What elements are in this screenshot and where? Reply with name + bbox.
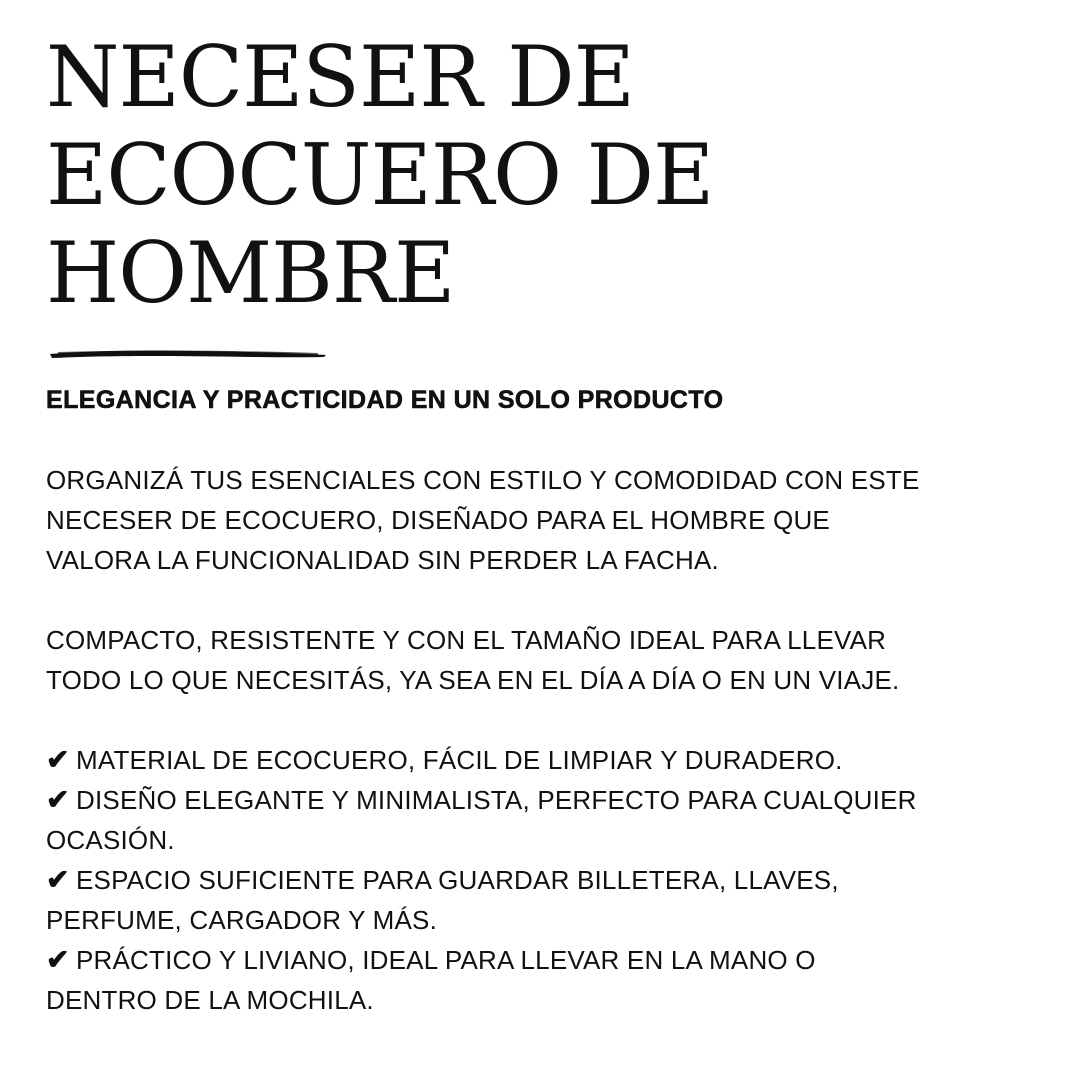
feature-item [46, 780, 1036, 860]
subtitle: ELEGANCIA Y PRACTICIDAD EN UN SOLO PRODUCTO [46, 386, 724, 414]
check-icon: ✔ [46, 744, 70, 775]
feature-item [46, 940, 1036, 1020]
paragraph-line: ORGANIZÁ TUS ESENCIALES CON ESTILO Y COMODIDAD CON ESTE [46, 465, 920, 495]
feature-text: OCASIÓN. [46, 825, 175, 855]
paragraph-line: COMPACTO, RESISTENTE Y CON EL TAMAÑO IDEAL PARA LLEVAR [46, 625, 887, 655]
description-paragraph [46, 620, 1036, 700]
paragraph-line: VALORA LA FUNCIONALIDAD SIN PERDER LA FACHA. [46, 545, 719, 575]
feature-text: ESPACIO SUFICIENTE PARA GUARDAR BILLETERA, LLAVES, [76, 865, 839, 895]
feature-item [46, 740, 1036, 780]
title-line: ECOCUERO DE [46, 126, 714, 224]
feature-list [46, 740, 1036, 1020]
product-card [46, 0, 1036, 1080]
feature-item [46, 860, 1036, 940]
check-icon: ✔ [46, 864, 70, 895]
feature-text: MATERIAL DE ECOCUERO, FÁCIL DE LIMPIAR Y DURADERO. [76, 745, 843, 775]
paragraph-line: NECESER DE ECOCUERO, DISEÑADO PARA EL HOMBRE QUE [46, 505, 830, 535]
page-title [46, 28, 713, 322]
intro-paragraph [46, 460, 1036, 580]
paragraph-line: TODO LO QUE NECESITÁS, YA SEA EN EL DÍA A DÍA O EN UN VIAJE. [46, 665, 900, 695]
feature-text: DENTRO DE LA MOCHILA. [46, 985, 374, 1015]
feature-text: PERFUME, CARGADOR Y MÁS. [46, 905, 438, 935]
feature-text: DISEÑO ELEGANTE Y MINIMALISTA, PERFECTO PARA CUALQUIER [76, 785, 917, 815]
title-line: HOMBRE [46, 224, 455, 322]
brush-stroke-divider [48, 346, 328, 362]
check-icon: ✔ [46, 944, 70, 975]
feature-text: PRÁCTICO Y LIVIANO, IDEAL PARA LLEVAR EN LA MANO O [76, 945, 816, 975]
check-icon: ✔ [46, 784, 70, 815]
title-line: NECESER DE [46, 28, 634, 126]
